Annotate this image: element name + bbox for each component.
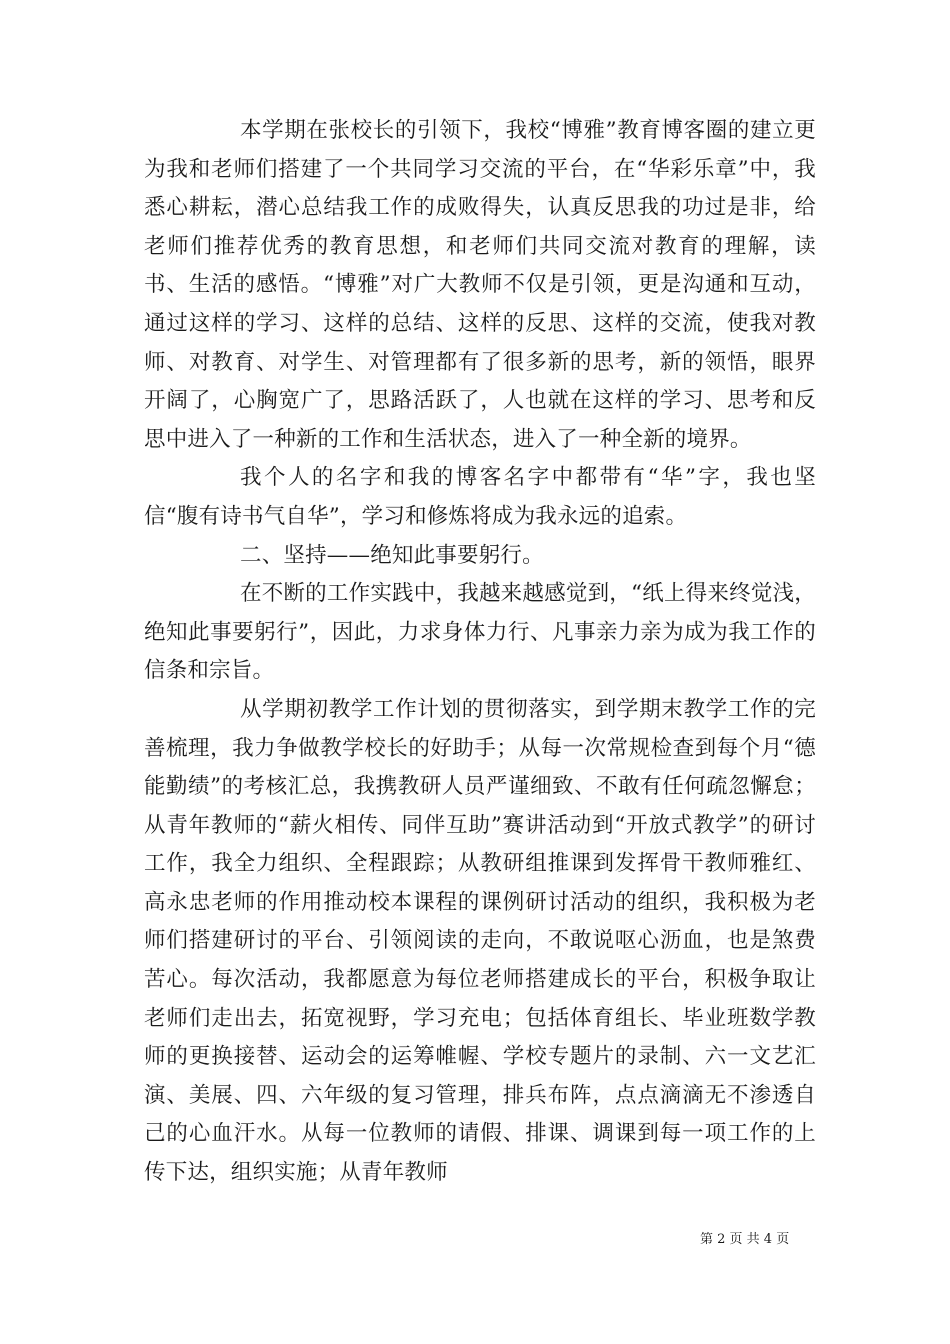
section-heading-persistence: 二、坚持——绝知此事要躬行。 [240, 542, 544, 568]
paragraph-blog-reflection: 本学期在张校长的引领下，我校“博雅”教育博客圈的建立更为我和老师们搭建了一个共同学习交流的平台，在“华彩乐章”中，我悉心耕耘，潜心总结我工作的成败得失，认真反思我的功过是非，给老师们推荐优秀的教育思想，和老师们共同交流对教育的理解，读书、生活的感悟。“博雅”对广大教师不仅是引领，更是沟通和互动，通过这样的学习、这样的总结、这样的反思、这样的交流，使我对教师、对教育、对学生、对管理都有了很多新的思考，新的领悟，眼界开阔了，心胸宽广了，思路活跃了，人也就在这样的学习、思考和反思中进入了一种新的工作和生活状态，进入了一种全新的境界。 [144, 118, 816, 452]
paragraph-name-motto: 我个人的名字和我的博客名字中都带有“华”字，我也坚信“腹有诗书气自华”，学习和修炼将成为我永远的追索。 [144, 465, 816, 529]
page-number-footer: 第 2 页 共 4 页 [700, 1232, 790, 1247]
paragraph-practice: 在不断的工作实践中，我越来越感觉到，“纸上得来终觉浅，绝知此事要躬行”，因此，力求身体力行、凡事亲力亲为成为我工作的信条和宗旨。 [144, 581, 816, 684]
document-body [144, 112, 816, 1193]
paragraph-work-details: 从学期初教学工作计划的贯彻落实，到学期末教学工作的完善梳理，我力争做教学校长的好助手；从每一次常规检查到每个月“德能勤绩”的考核汇总，我携教研人员严谨细致、不敢有任何疏忽懈怠；从青年教师的“薪火相传、同伴互助”赛讲活动到“开放式教学”的研讨工作，我全力组织、全程跟踪；从教研组推课到发挥骨干教师雅红、高永忠老师的作用推动校本课程的课例研讨活动的组织，我积极为老师们搭建研讨的平台、引领阅读的走向，不敢说呕心沥血，也是煞费苦心。每次活动，我都愿意为每位老师搭建成长的平台，积极争取让老师们走出去，拓宽视野，学习充电；包括体育组长、毕业班数学教师的更换接替、运动会的运筹帷幄、学校专题片的录制、六一文艺汇演、美展、四、六年级的复习管理，排兵布阵，点点滴滴无不渗透自己的心血汗水。从每一位教师的请假、排课、调课到每一项工作的上传下达，组织实施；从青年教师 [144, 696, 816, 1186]
